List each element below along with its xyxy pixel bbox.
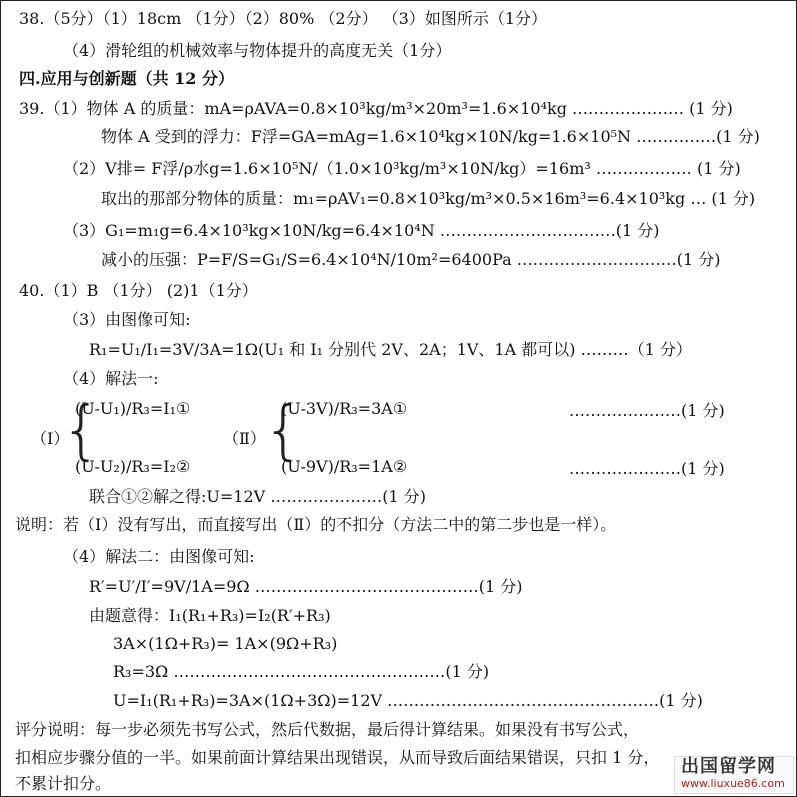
q39-pressure: 减小的压强：P=F/S=G₁/S=6.4×10⁴N/10m²=6400Pa …………………………(1 分) [101, 250, 721, 269]
site-watermark [674, 756, 794, 794]
q40-equation: 由题意得：I₁(R₁+R₃)=I₂(R′+R₃) [89, 606, 331, 625]
q40-method2: （4）解法二：由图像可知: [63, 547, 255, 566]
q40-solution: 联合①②解之得:U=12V …………………(1 分) [89, 487, 427, 506]
section-heading: 四.应用与创新题（共 12 分） [19, 69, 234, 88]
q39-buoyancy: 物体 A 受到的浮力：F浮=GA=mAg=1.6×10⁴kg×10N/kg=1.6×10⁵N ……………(1 分) [101, 127, 760, 146]
note-line: 说明：若（Ⅰ）没有写出，而直接写出（Ⅱ）的不扣分（方法二中的第二步也是一样）。 [15, 515, 617, 534]
grading-note-2: 扣相应步骤分值的一半。如果前面计算结果出现错误，从而导致后面结果错误，只扣 1 分， [15, 748, 660, 767]
system-ii-eq2: (U-9V)/R₃=1A② [281, 457, 408, 476]
watermark-url: www.liuxue86.com [681, 777, 785, 790]
q38-line: 38.（5分）（1）18cm （1分）（2）80% （2分） （3）如图所示（1分） [19, 9, 548, 28]
left-brace-icon: { [61, 394, 102, 468]
q40-part3: （3）由图像可知: [63, 310, 191, 329]
q40-method1: （4）解法一: [63, 369, 159, 388]
q39-weight: （3）G₁=m₁g=6.4×10³kg×10N/kg=6.4×10⁴N ……………………………(1 分) [63, 221, 660, 240]
grading-note-3: 不累计扣分。 [15, 774, 112, 793]
system-i-label: （Ⅰ） [31, 429, 70, 448]
q40-voltage: U=I₁(R₁+R₃)=3A×(1Ω+3Ω)=12V ……………………………………………(1 分) [113, 691, 703, 710]
left-brace-icon: { [263, 394, 304, 468]
q40-r-prime: R′=U′/I′=9V/1A=9Ω ……………………………………(1 分) [89, 577, 523, 596]
system-i-eq2: (U-U₂)/R₃=I₂② [75, 457, 191, 476]
q39-volume: （2）V排= F浮/ρ水g=1.6×10⁵N/（1.0×10³kg/m³×10N/kg）=16m³ ……………… (1 分) [63, 159, 741, 178]
system-ii-eq1: (U-3V)/R₃=3A① [281, 399, 408, 418]
system-ii-label: （Ⅱ） [223, 429, 266, 448]
system-i-eq1: (U-U₁)/R₃=I₁① [75, 399, 191, 418]
q40-r1-formula: R₁=U₁/I₁=3V/3A=1Ω(U₁ 和 I₁ 分别代 2V、2A；1V、1A 都可以) ………（1 分） [89, 340, 692, 359]
watermark-title: 出国留学网 [681, 756, 776, 777]
score-mark: …………………(1 分) [569, 459, 725, 478]
q40-substitution: 3A×(1Ω+R₃)= 1A×(9Ω+R₃) [113, 634, 338, 653]
q39-removed-mass: 取出的那部分物体的质量：m₁=ρAV₁=0.8×10³kg/m³×0.5×16m³=6.4×10³kg … (1 分) [101, 189, 756, 208]
score-mark: …………………(1 分) [569, 401, 725, 420]
q40-parts12: 40.（1）B （1分） (2)1（1分） [19, 281, 258, 300]
q39-mass: 39.（1）物体 A 的质量：mA=ρAVA=0.8×10³kg/m³×20m³=1.6×10⁴kg ………………… (1 分) [19, 99, 733, 118]
q38-part4: （4）滑轮组的机械效率与物体提升的高度无关（1分） [63, 41, 452, 60]
grading-note-1: 评分说明：每一步必须先书写公式，然后代数据，最后得计算结果。如果没有书写公式， [15, 720, 640, 739]
q40-r3: R₃=3Ω ……………………………………………(1 分) [113, 662, 490, 681]
